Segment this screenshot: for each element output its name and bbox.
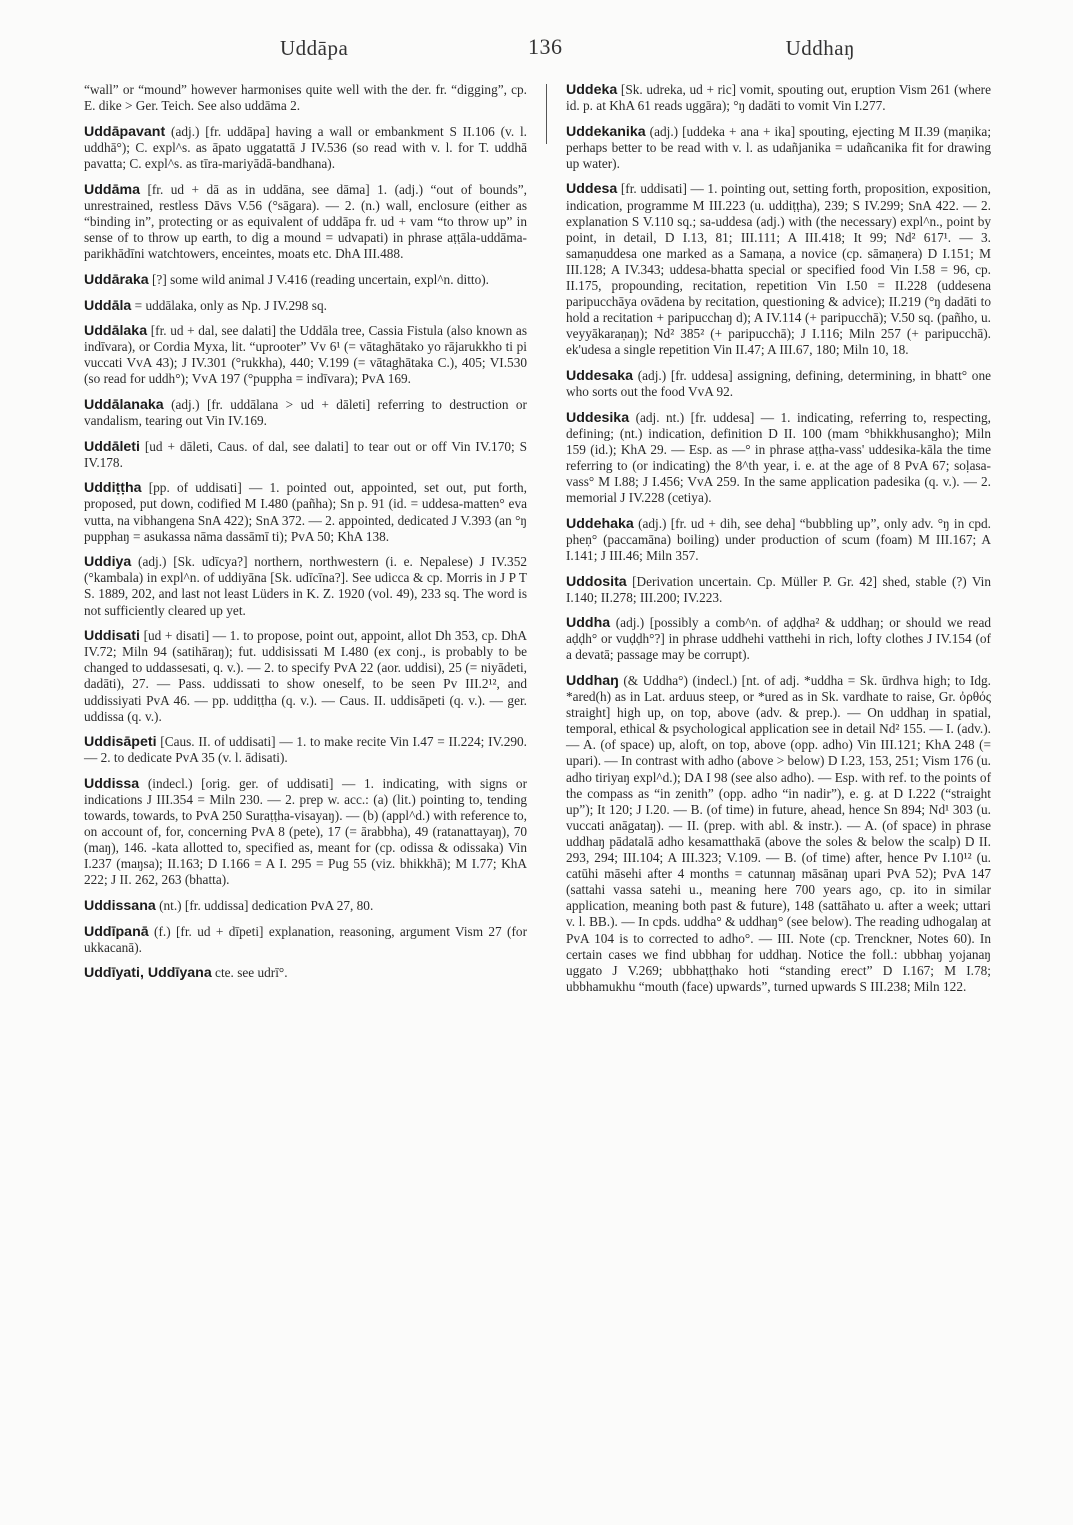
definition: (adj.) [possibly a comb^n. of aḍḍha² & uddhaŋ; or should we read aḍḍh° or vuḍḍh°?] in phrase uddhehi vatthehi in rich, lofty clothes J IV.154 (of a devatā; passage may be corrupt).	[566, 615, 991, 663]
definition: [Caus. II. of uddisati] — 1. to make recite Vin I.47 = II.224; IV.290. — 2. to dedicate PvA 35 (v. l. ādisati).	[84, 734, 527, 766]
dictionary-entry	[566, 410, 991, 507]
definition: “wall” or “mound” however harmonises quite well with the der. fr. “digging”, cp. E. dike > Ger. Teich. See also uddāma 2.	[84, 82, 527, 114]
dictionary-entry	[84, 182, 527, 262]
definition: (adj.) [fr. ud + dih, see deha] “bubbling up”, only adv. °ŋ in cpd. pheṇ° (paccamāna) boiling) under production of scum (foam) M III.167; A I.141; J III.46; Miln 357.	[566, 515, 991, 563]
definition: cte. see udrī°.	[215, 965, 288, 981]
definition: = uddālaka, only as Np. J IV.298 sq.	[134, 297, 327, 313]
definition: [Derivation uncertain. Cp. Müller P. Gr. 42] shed, stable (?) Vin I.140; II.278; III.200; IV.223.	[566, 573, 991, 605]
left-column	[84, 82, 527, 991]
headword: Uddekanika	[566, 123, 646, 140]
headword: Uddesika	[566, 409, 630, 426]
dictionary-entry	[84, 924, 527, 956]
headword: Uddāla	[84, 297, 132, 314]
definition: (adj.) [fr. uddāpa] having a wall or embankment S II.106 (v. l. uddhā°); C. expl^s. as āpato uggatattā J IV.536 (so read with v. l. for T. uddhā pavatta; C. expl^s. as tīra-mariyādā-bandhana).	[84, 124, 527, 172]
dictionary-entry	[84, 554, 527, 618]
dictionary-entry	[566, 368, 991, 400]
headword: Uddiya	[84, 554, 132, 571]
dictionary-entry	[566, 82, 991, 114]
definition: (& Uddha°) (indecl.) [nt. of adj. *uddha = Sk. ūrdhva high; to Idg. *ared(h) as in Lat. arduus steep, or *ured as in Sk. vardhate to raise, Gr. ὀρθός straight] high up, on top, above (adv. & prep.). — On uddhaŋ in spatial, temporal, ethical & psychological application see in detail Nd² 155. — I. (adv.). — A. (of space) up, aloft, on top, above (opp. adho) Vin III.121; KhA 248 (= upari). — In contrast with adho (above > below) D I.23, 153, 251; Vism 176 (u. adho tiriyaŋ expl^d.); DA I 98 (see also adho). — Esp. with ref. to the points of the compass as “in zenith” (opp. adho “in nadir”), e. g. at D I.222 (“straight up”); It 120; J I.20. — B. (of time) in future, ahead, hence Sn 894; Nd¹ 303 (u. vuccati anāgataŋ). — II. (prep. with abl. & instr.). — A. (of space) in phrase uddhaŋ pādatalā adho kesamatthakā (above the soles & below the scalp) D II. 293, 294; III.104; A III.323; V.109. — B. (of time) after, hence Pv I.10¹² (u. catūhi māsehi after 4 months = catunnaŋ māsānaŋ upari PvA 52); PvA 147 (sattahi vassa satehi u., meaning here 700 years ago, cp. ito in similar application, meaning both past & future), 148 (sattāhato u. after a week; uttari v. l. BB.). — In cpds. uddha° & uddhaŋ° (see below). The reading udhogalaŋ at PvA 104 is to corrected to adho°. — III. Note (cp. Trenckner, Notes 60). In certain cases we find ubbhaŋ for uddhaŋ. Notice the foll.: ubbhaŋ yojanaŋ uggato J V.269; ubbhaṭṭhako hoti “standing erect” D I.167; M I.78; ubbhamukhu “mouth (face) upwards”, turned upwards S III.238; Miln 122.	[566, 673, 991, 994]
dictionary-entry	[84, 298, 527, 314]
headword: Uddīpanā	[84, 923, 149, 940]
definition: [ud + disati] — 1. to propose, point out, appoint, allot Dh 353, cp. DhA IV.72; Miln 94 (satihāraŋ); fut. uddisissati M I.480 (ex conj., is probably to be changed to uddassesati, q. v.). — 2. to specify PvA 22 (aor. uddisi), 25 (= niyādeti, dadāti), 27. — Pass. uddissati to show oneself, to be seen Pv III.2¹², and uddissiyati PvA 46. — pp. uddiṭṭha (q. v.). — Caus. II. uddisāpeti (q. v.). — ger. uddissa (q. v.).	[84, 628, 527, 724]
definition: [ud + dāleti, Caus. of dal, see dalati] to tear out or off Vin IV.170; S IV.178.	[84, 438, 527, 470]
definition: [Sk. udreka, ud + ric] vomit, spouting out, eruption Vism 261 (where id. p. at KhA 61 reads uggāra); °ŋ dadāti to vomit Vin I.277.	[566, 82, 992, 114]
definition: [fr. uddisati] — 1. pointing out, setting forth, proposition, exposition, indication, programme M III.223 (u. uddiṭṭha), 239; S IV.299; SnA 422. — 2. explanation S V.110 sq.; sa-uddesa (adj.) with (the necessary) expl^n., point by point, in detail, D I.13, 81; III.111; A III.418; It 99; Nd² 617¹. — 3. samaṇuddesa one marked as a Samaṇa, a novice (cp. sāmaṇera) D I.151; M III.128; A IV.343; uddesa-bhatta special or specified food Vin I.58 = 96, cp. II.175, propounding, recitation, repetition Vin I.50 = II.228 (uddesena paripucchāya ovādena by recitation, questioning & advice); II.219 (°ŋ dadāti to hold a recitation + paripucchaŋ d); A IV.114 (+ paripucchā); V.50 sq. (pañho, u. veyyākaraṇaŋ); Nd² 385² (+ paripucchā); J I.116; Miln 257 (+ paripucchā). ek'udesa a single repetition Vin II.47; A III.67, 180; Miln 10, 18.	[566, 181, 991, 358]
dictionary-entry	[84, 776, 527, 889]
headword: Uddāraka	[84, 271, 149, 288]
dictionary-entry	[566, 673, 991, 995]
definition: (nt.) [fr. uddissa] dedication PvA 27, 80.	[159, 898, 374, 914]
headword: Uddiṭṭha	[84, 480, 142, 497]
dictionary-entry	[566, 615, 991, 663]
headword: Uddisāpeti	[84, 734, 157, 751]
definition: (adj.) [fr. uddesa] assigning, defining, determining, in bhatt° one who sorts out the food VvA 92.	[566, 368, 991, 400]
headword: Uddhaŋ	[566, 673, 619, 689]
headword: Uddālaka	[84, 323, 148, 340]
headword: Uddāleti	[84, 438, 140, 455]
dictionary-entry	[84, 965, 527, 981]
headword: Uddālanaka	[84, 397, 164, 413]
definition: (indecl.) [orig. ger. of uddisati] — 1. indicating, with signs or indications J III.354 = Miln 230. — 2. prep w. acc.: (a) (lit.) pointing to, tending towards, towards, to PvA 250 Suraṭṭha-visayaŋ). — (b) (appl^d.) with reference to, on account of, for, concerning PvA 8 (pete), 17 (= ārabbha), 49 (ratanattayaŋ), 70 (maŋ), 146. -kata allotted to, specified as, meant for (cp. odissa & odissaka) Vin I.237 (maŋsa); II.163; D I.166 = A I. 295 = Pug 55 (viz. bhikkhā); M I.77; KhA 222; J II. 262, 263 (bhatta).	[84, 775, 527, 888]
dictionary-entry	[84, 480, 527, 544]
definition: [pp. of uddisati] — 1. pointed out, appointed, set out, put forth, proposed, put down, codified M I.480 (pañha); Sn p. 91 (id. = uddesa-matten° eva vutta, na vibhangena SnA 422); SnA 372. — 2. appointed, dedicated J V.393 (an °ŋ pupphaŋ = asukassa nāma dassāmī ti); PvA 50; KhA 138.	[84, 480, 528, 544]
column-divider	[546, 84, 547, 144]
dictionary-entry	[84, 628, 527, 725]
definition: (adj. nt.) [fr. uddesa] — 1. indicating, referring to, respecting, defining; (nt.) indication, definition D II. 100 (mam °bhikkhusangho); Miln 159 (id.); KhA 29. — Esp. as —° in phrase aṭṭha-vass' uddesika-kāla the time referring to (or indicating) the 8^th year, i. e. at the age of 8 PvA 67; soḷasa-vass° M I.88; J I.456; VvA 259. In the same application padesika (q. v.). — 2. memorial J IV.228 (cetiya).	[566, 409, 991, 506]
headword: Uddīyati, Uddīyana	[84, 965, 212, 982]
dictionary-entry	[84, 898, 527, 914]
headword: Uddesaka	[566, 368, 634, 384]
dictionary-entry	[566, 574, 991, 606]
definition: (adj.) [fr. uddālana > ud + dāleti] referring to destruction or vandalism, tearing out Vin IV.169.	[84, 397, 527, 429]
headword: Uddissa	[84, 775, 140, 792]
headword: Uddesa	[566, 181, 618, 198]
dictionary-entry	[84, 82, 527, 114]
headword: Uddosita	[566, 573, 627, 590]
dictionary-entry	[84, 439, 527, 471]
dictionary-entry	[84, 124, 527, 172]
header-left-guideword: Uddāpa	[280, 36, 349, 60]
dictionary-entry	[566, 124, 991, 172]
dictionary-entry	[84, 272, 527, 288]
dictionary-entry	[84, 397, 527, 429]
definition: (f.) [fr. ud + dīpeti] explanation, reasoning, argument Vism 27 (for ukkacanā).	[84, 923, 527, 955]
headword: Uddha	[566, 615, 611, 632]
dictionary-entry	[84, 734, 527, 766]
dictionary-entry	[566, 181, 991, 358]
headword: Uddeka	[566, 82, 618, 98]
headword: Uddāma	[84, 181, 140, 198]
headword: Uddāpavant	[84, 124, 166, 141]
headword: Uddehaka	[566, 515, 634, 532]
header-right-guideword: Uddhaŋ	[785, 36, 855, 60]
dictionary-entry	[84, 323, 527, 387]
definition: [fr. ud + dal, see dalati] the Uddāla tree, Cassia Fistula (also known as indīvara), or Cordia Myxa, lit. “uprooter” Vv 6¹ (= vātaghātako yo rājarukkho ti pi vuccati VvA 43); J IV.301 (°rukkha), 440; V.199 (= vātaghātaka C.), 405; VI.530 (so read for uddh°); VvA 197 (°puppha = indīvara); PvA 169.	[84, 323, 528, 387]
right-column	[566, 82, 991, 1004]
dictionary-entry	[566, 516, 991, 564]
definition: [fr. ud + dā as in uddāna, see dāma] 1. (adj.) “out of bounds”, unrestrained, restless Dāvs V.56 (°sāgara). — 2. (n.) wall, enclosure (either as “binding in”, protecting or as equivalent of uddāpa fr. ud + vam “to throw up” in sense of to throw up earth, to dig a mound = udvapati) in phrase aṭṭāla-uddāma-parikhādīni watchtowers, enceintes, moats etc. DhA III.488.	[84, 181, 527, 262]
definition: (adj.) [Sk. udīcya?] northern, northwestern (i. e. Nepalese) J IV.352 (°kambala) in expl^n. of uddiyāna [Sk. udīcīna?]. See udicca & cp. Morris in J P T S. 1889, 202, and last not least Lüders in K. Z. 1920 (vol. 49), 233 sq. The word is not sufficiently cleared up yet.	[84, 554, 527, 618]
definition: [?] some wild animal J V.416 (reading uncertain, expl^n. ditto).	[152, 271, 489, 287]
headword: Uddisati	[84, 628, 140, 645]
definition: (adj.) [uddeka + ana + ika] spouting, ejecting M II.39 (maṇika; perhaps better to be read with v. l. as udañjanika = udañcanika fit for drawing up water).	[566, 123, 992, 171]
headword: Uddissana	[84, 898, 156, 915]
page-number: 136	[528, 34, 563, 59]
page-header	[80, 30, 985, 62]
